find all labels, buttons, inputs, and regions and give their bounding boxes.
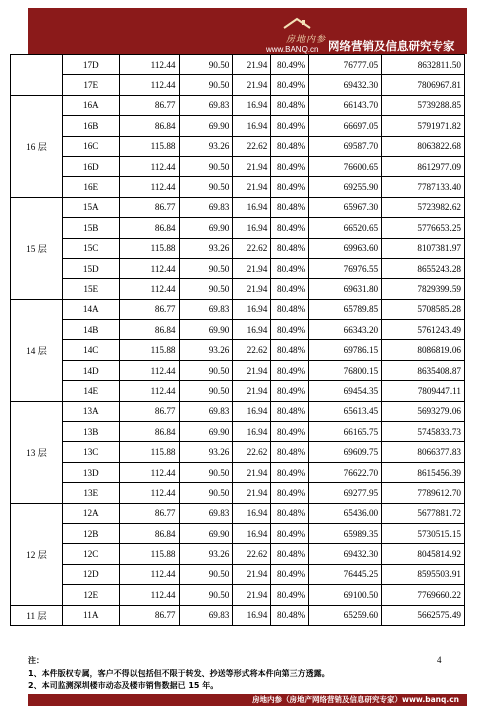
value-cell: 90.50 [179, 177, 233, 197]
value-cell: 80.48% [271, 401, 309, 421]
table-row [11, 299, 465, 319]
value-cell: 21.94 [233, 483, 271, 503]
value-cell: 8107381.97 [382, 238, 465, 258]
value-cell: 80.48% [271, 544, 309, 564]
value-cell: 86.84 [119, 116, 179, 136]
value-cell: 90.50 [179, 360, 233, 380]
value-cell: 112.44 [119, 279, 179, 299]
value-cell: 5708585.28 [382, 299, 465, 319]
value-cell: 93.26 [179, 340, 233, 360]
unit-cell: 16E [62, 177, 119, 197]
unit-cell: 17E [62, 75, 119, 95]
notes [28, 655, 330, 693]
table-row [11, 401, 465, 421]
value-cell: 65967.30 [309, 197, 382, 217]
value-cell: 7787133.40 [382, 177, 465, 197]
value-cell: 80.48% [271, 136, 309, 156]
value-cell: 22.62 [233, 238, 271, 258]
value-cell: 80.49% [271, 156, 309, 176]
value-cell: 90.50 [179, 381, 233, 401]
header-banner [28, 8, 467, 54]
value-cell: 69.83 [179, 401, 233, 421]
value-cell: 22.62 [233, 442, 271, 462]
value-cell: 112.44 [119, 360, 179, 380]
table-row [11, 95, 465, 115]
value-cell: 86.84 [119, 523, 179, 543]
value-cell: 16.94 [233, 116, 271, 136]
unit-cell: 15B [62, 218, 119, 238]
value-cell: 90.50 [179, 258, 233, 278]
unit-cell: 15A [62, 197, 119, 217]
value-cell: 21.94 [233, 258, 271, 278]
value-cell: 69786.15 [309, 340, 382, 360]
unit-cell: 16C [62, 136, 119, 156]
value-cell: 80.49% [271, 116, 309, 136]
unit-cell: 13C [62, 442, 119, 462]
logo-url: www.BANQ.cn [266, 45, 319, 54]
value-cell: 65613.45 [309, 401, 382, 421]
unit-cell: 12B [62, 523, 119, 543]
value-cell: 115.88 [119, 238, 179, 258]
value-cell: 115.88 [119, 340, 179, 360]
value-cell: 16.94 [233, 197, 271, 217]
value-cell: 8066377.83 [382, 442, 465, 462]
value-cell: 90.50 [179, 585, 233, 605]
value-cell: 93.26 [179, 442, 233, 462]
table-row [11, 442, 465, 462]
value-cell: 5723982.62 [382, 197, 465, 217]
table-row [11, 523, 465, 543]
value-cell: 80.49% [271, 585, 309, 605]
value-cell: 5791971.82 [382, 116, 465, 136]
value-cell: 90.50 [179, 75, 233, 95]
value-cell: 90.50 [179, 156, 233, 176]
value-cell: 21.94 [233, 55, 271, 75]
value-cell: 16.94 [233, 320, 271, 340]
value-cell: 80.48% [271, 197, 309, 217]
table-row [11, 238, 465, 258]
table-row [11, 422, 465, 442]
value-cell: 8635408.87 [382, 360, 465, 380]
value-cell: 16.94 [233, 503, 271, 523]
unit-cell: 12D [62, 564, 119, 584]
price-table [10, 54, 465, 626]
value-cell: 86.77 [119, 401, 179, 421]
value-cell: 76976.55 [309, 258, 382, 278]
value-cell: 5693279.06 [382, 401, 465, 421]
value-cell: 69.83 [179, 605, 233, 625]
value-cell: 69.90 [179, 218, 233, 238]
floor-label: 13 层 [11, 401, 63, 503]
unit-cell: 14C [62, 340, 119, 360]
value-cell: 21.94 [233, 462, 271, 482]
footer-banner [28, 694, 467, 706]
value-cell: 66697.05 [309, 116, 382, 136]
table-row [11, 605, 465, 625]
value-cell: 80.49% [271, 177, 309, 197]
value-cell: 5745833.73 [382, 422, 465, 442]
value-cell: 65436.00 [309, 503, 382, 523]
value-cell: 69.90 [179, 422, 233, 442]
page-number: 4 [437, 655, 442, 665]
value-cell: 90.50 [179, 55, 233, 75]
value-cell: 76600.65 [309, 156, 382, 176]
value-cell: 69100.50 [309, 585, 382, 605]
unit-cell: 17D [62, 55, 119, 75]
value-cell: 5776653.25 [382, 218, 465, 238]
value-cell: 69432.30 [309, 75, 382, 95]
value-cell: 8655243.28 [382, 258, 465, 278]
value-cell: 16.94 [233, 401, 271, 421]
unit-cell: 16B [62, 116, 119, 136]
value-cell: 86.77 [119, 299, 179, 319]
value-cell: 76777.05 [309, 55, 382, 75]
table-row [11, 503, 465, 523]
value-cell: 7809447.11 [382, 381, 465, 401]
unit-cell: 15C [62, 238, 119, 258]
value-cell: 8632811.50 [382, 55, 465, 75]
unit-cell: 16D [62, 156, 119, 176]
value-cell: 69.90 [179, 116, 233, 136]
value-cell: 86.77 [119, 503, 179, 523]
value-cell: 21.94 [233, 279, 271, 299]
value-cell: 80.48% [271, 95, 309, 115]
value-cell: 22.62 [233, 544, 271, 564]
value-cell: 65259.60 [309, 605, 382, 625]
value-cell: 86.84 [119, 320, 179, 340]
floor-label: 11 层 [11, 605, 63, 625]
notes-line-2: 2、本司监测深圳楼市动态及楼市销售数据已 15 年。 [28, 681, 219, 690]
value-cell: 112.44 [119, 55, 179, 75]
value-cell: 80.49% [271, 483, 309, 503]
value-cell: 76622.70 [309, 462, 382, 482]
table-row [11, 564, 465, 584]
value-cell: 112.44 [119, 177, 179, 197]
unit-cell: 15D [62, 258, 119, 278]
value-cell: 5677881.72 [382, 503, 465, 523]
value-cell: 93.26 [179, 136, 233, 156]
value-cell: 7769660.22 [382, 585, 465, 605]
value-cell: 80.48% [271, 605, 309, 625]
value-cell: 8612977.09 [382, 156, 465, 176]
value-cell: 8063822.68 [382, 136, 465, 156]
table-row [11, 483, 465, 503]
value-cell: 112.44 [119, 75, 179, 95]
value-cell: 7806967.81 [382, 75, 465, 95]
value-cell: 8086819.06 [382, 340, 465, 360]
floor-label: 15 层 [11, 197, 63, 299]
table-row [11, 360, 465, 380]
table-row [11, 279, 465, 299]
logo-text: 房地内参 [286, 34, 327, 44]
value-cell: 16.94 [233, 299, 271, 319]
value-cell: 80.48% [271, 442, 309, 462]
table-row [11, 156, 465, 176]
value-cell: 66520.65 [309, 218, 382, 238]
value-cell: 22.62 [233, 136, 271, 156]
value-cell: 86.84 [119, 218, 179, 238]
table-row [11, 55, 465, 75]
value-cell: 112.44 [119, 381, 179, 401]
value-cell: 90.50 [179, 462, 233, 482]
unit-cell: 13D [62, 462, 119, 482]
unit-cell: 12C [62, 544, 119, 564]
table-row [11, 218, 465, 238]
value-cell: 69277.95 [309, 483, 382, 503]
value-cell: 80.48% [271, 340, 309, 360]
value-cell: 80.49% [271, 360, 309, 380]
value-cell: 69609.75 [309, 442, 382, 462]
unit-cell: 14D [62, 360, 119, 380]
value-cell: 69.83 [179, 503, 233, 523]
notes-label: 注： [28, 656, 44, 665]
table-row [11, 320, 465, 340]
value-cell: 66343.20 [309, 320, 382, 340]
value-cell: 86.84 [119, 422, 179, 442]
value-cell: 112.44 [119, 564, 179, 584]
value-cell: 115.88 [119, 544, 179, 564]
unit-cell: 12E [62, 585, 119, 605]
value-cell: 93.26 [179, 238, 233, 258]
value-cell: 69631.80 [309, 279, 382, 299]
table-row [11, 258, 465, 278]
value-cell: 112.44 [119, 585, 179, 605]
value-cell: 5739288.85 [382, 95, 465, 115]
value-cell: 7789612.70 [382, 483, 465, 503]
footer-text: 房地内参（房地产网络营销及信息研究专家）www.banq.cn [252, 695, 459, 704]
unit-cell: 13B [62, 422, 119, 442]
value-cell: 90.50 [179, 279, 233, 299]
value-cell: 21.94 [233, 75, 271, 95]
table-row [11, 177, 465, 197]
floor-label: 14 层 [11, 299, 63, 401]
value-cell: 112.44 [119, 462, 179, 482]
value-cell: 69.83 [179, 95, 233, 115]
value-cell: 80.48% [271, 503, 309, 523]
value-cell: 69255.90 [309, 177, 382, 197]
unit-cell: 13E [62, 483, 119, 503]
value-cell: 16.94 [233, 523, 271, 543]
table-row [11, 136, 465, 156]
value-cell: 21.94 [233, 381, 271, 401]
value-cell: 21.94 [233, 585, 271, 605]
header-slogan: 网络营销及信息研究专家 [328, 39, 455, 53]
unit-cell: 14A [62, 299, 119, 319]
value-cell: 8615456.39 [382, 462, 465, 482]
value-cell: 66165.75 [309, 422, 382, 442]
value-cell: 69.83 [179, 197, 233, 217]
value-cell: 69.83 [179, 299, 233, 319]
value-cell: 90.50 [179, 564, 233, 584]
unit-cell: 12A [62, 503, 119, 523]
value-cell: 80.49% [271, 320, 309, 340]
value-cell: 69432.30 [309, 544, 382, 564]
value-cell: 80.48% [271, 299, 309, 319]
value-cell: 16.94 [233, 605, 271, 625]
value-cell: 22.62 [233, 340, 271, 360]
value-cell: 80.48% [271, 238, 309, 258]
value-cell: 86.77 [119, 95, 179, 115]
value-cell: 112.44 [119, 483, 179, 503]
value-cell: 69.90 [179, 523, 233, 543]
unit-cell: 11A [62, 605, 119, 625]
value-cell: 80.49% [271, 279, 309, 299]
value-cell: 65789.85 [309, 299, 382, 319]
table-row [11, 116, 465, 136]
unit-cell: 14B [62, 320, 119, 340]
value-cell: 21.94 [233, 564, 271, 584]
value-cell: 115.88 [119, 136, 179, 156]
table-row [11, 585, 465, 605]
table-row [11, 381, 465, 401]
value-cell: 80.49% [271, 564, 309, 584]
floor-label: 16 层 [11, 95, 63, 197]
unit-cell: 16A [62, 95, 119, 115]
value-cell: 21.94 [233, 156, 271, 176]
value-cell: 21.94 [233, 177, 271, 197]
value-cell: 80.49% [271, 462, 309, 482]
value-cell: 5730515.15 [382, 523, 465, 543]
value-cell: 80.49% [271, 258, 309, 278]
value-cell: 8595503.91 [382, 564, 465, 584]
value-cell: 65989.35 [309, 523, 382, 543]
unit-cell: 13A [62, 401, 119, 421]
value-cell: 112.44 [119, 258, 179, 278]
table-row [11, 544, 465, 564]
value-cell: 76445.25 [309, 564, 382, 584]
value-cell: 80.49% [271, 75, 309, 95]
value-cell: 69963.60 [309, 238, 382, 258]
value-cell: 5662575.49 [382, 605, 465, 625]
value-cell: 93.26 [179, 544, 233, 564]
value-cell: 66143.70 [309, 95, 382, 115]
table-row [11, 75, 465, 95]
table-row [11, 197, 465, 217]
value-cell: 90.50 [179, 483, 233, 503]
table-row [11, 462, 465, 482]
value-cell: 16.94 [233, 95, 271, 115]
floor-label: 12 层 [11, 503, 63, 605]
value-cell: 5761243.49 [382, 320, 465, 340]
value-cell: 69454.35 [309, 381, 382, 401]
value-cell: 115.88 [119, 442, 179, 462]
value-cell: 86.77 [119, 605, 179, 625]
value-cell: 7829399.59 [382, 279, 465, 299]
value-cell: 21.94 [233, 360, 271, 380]
value-cell: 69.90 [179, 320, 233, 340]
value-cell: 86.77 [119, 197, 179, 217]
value-cell: 16.94 [233, 218, 271, 238]
value-cell: 80.49% [271, 55, 309, 75]
floor-label [11, 55, 63, 96]
value-cell: 80.49% [271, 218, 309, 238]
unit-cell: 14E [62, 381, 119, 401]
value-cell: 69587.70 [309, 136, 382, 156]
value-cell: 80.49% [271, 422, 309, 442]
table-row [11, 340, 465, 360]
notes-line-1: 1、本件版权专属，客户不得以包括但不限于转发、抄送等形式将本件向第三方透露。 [28, 668, 330, 678]
value-cell: 80.49% [271, 523, 309, 543]
value-cell: 16.94 [233, 422, 271, 442]
value-cell: 76800.15 [309, 360, 382, 380]
unit-cell: 15E [62, 279, 119, 299]
value-cell: 112.44 [119, 156, 179, 176]
value-cell: 80.49% [271, 381, 309, 401]
value-cell: 8045814.92 [382, 544, 465, 564]
